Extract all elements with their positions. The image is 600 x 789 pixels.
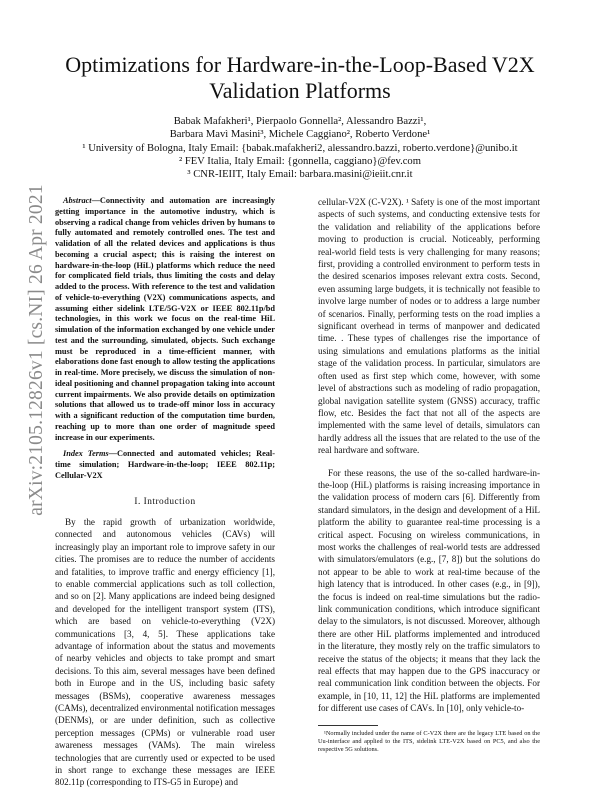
author-line-2: Barbara Mavì Masini³, Michele Caggiano², Roberto Verdone¹ (169, 129, 431, 141)
abstract-text: —Connectivity and automation are increasingly getting importance in the automotive industry, which is observing a radical change from vehicles driven by humans to fully automated and remotely controlled ones. The test and validation of all the related devices and applications is thus becoming a crucial aspect; this is raising the interest on hardware-in-the-loop (HiL) platforms which reduce the need for complicated field trials, thus limiting the costs and delay added to the process. With reference to the test and validation of vehicle-to-everything (V2X) communications aspects, and assuming either sidelink LTE/5G-V2X or IEEE 802.11p/bd technologies, in this work we focus on the real-time HiL simulation of the information exchanged by one vehicle under test and the surrounding, simulated, objects. Such exchange must be reproduced in a time-efficient manner, with elaborations done fast enough to allow testing the applications in real-time. More precisely, we discuss the simulation of non-ideal positioning and channel propagation taking into account current impairments. We also provide details on optimization solutions that allowed us to trade-off minor loss in accuracy with a significant reduction of the computation time burden, reaching up to more than one order of magnitude speed increase in our experiments. (55, 196, 275, 442)
intro-paragraph-1: By the rapid growth of urbanization worldwide, connected and autonomous vehicles (CAVs) will increasingly play an important role to improve safety in our cities. The promises are to reduce the number of accidents and fatalities, to improve traffic and energy efficiency [1], to enable commercial applications such as toll collection, and so on [2]. Many applications are indeed being designed and developed for the intelligent transport system (ITS), which are based on vehicle-to-everything (V2X) communications [3, 4, 5]. These applications take advantage of information about the status and movements of nearby vehicles and objects to take prompt and smart decisions. To this aim, several messages have been defined both in Europe and in the US, including basic safety messages (BSMs), cooperative awareness messages (CAMs), decentralized environmental notification messages (DENMs), or are under definition, such as collective perception messages (CPMs) or vulnerable road user awareness messages (VAMs). The main wireless technologies that are currently used or expected to be used in short range to exchange these messages are IEEE 802.11p (corresponding to ITS-G5 in Europe) and (55, 516, 275, 788)
right-column (318, 196, 540, 754)
index-terms-text: —Connected and automated vehicles; Real-time simulation; Hardware-in-the-loop; IEEE 802.11p; Cellular-V2X (55, 449, 275, 480)
author-line-1: Babak Mafakheri¹, Pierpaolo Gonnella², Alessandro Bazzi¹, (173, 116, 427, 127)
abstract (55, 196, 275, 443)
footnote-divider (318, 725, 378, 726)
section-heading-introduction: I. Introduction (134, 496, 196, 507)
author-block (60, 115, 540, 181)
arxiv-stamp-text: arXiv:2105.12826v1 [cs.NI] 26 Apr 2021 (26, 184, 47, 516)
affiliation-1: ¹ University of Bologna, Italy Email: {babak.mafakheri2, alessandro.bazzi, roberto.verdone}@unibo.it (82, 142, 518, 154)
affiliation-2: ² FEV Italia, Italy Email: {gonnella, caggiano}@fev.com (179, 155, 421, 167)
arxiv-stamp (22, 150, 52, 550)
intro-paragraph-2: cellular-V2X (C-V2X). ¹ Safety is one of the most important aspects of such systems, and conducting extensive tests for the validation and reliability of the applications before moving to production is crucial. Noticeably, performing real-world field tests is very challenging for many reasons; first, providing a controlled environment to perform tests in the desired scenarios imposes relevant extra costs. Second, even assuming large budgets, it is technically not feasible to involve large number of nodes or to address a large number of scenarios. Finally, performing tests on the road implies a significant overhead in terms of manpower and dedicated time. . These types of challenges rise the importance of using simulations and emulations platforms as the initial stage of the validation process. In particular, simulators are often used as first step which come, however, with some level of abstractions such as modeling of radio propagation, global navigation satellite system (GNSS) accuracy, traffic flow, etc. Besides the fact that not all of the aspects are implemented with the same level of details, simulators can hardly address all the issues that are related to the use of the real hardware and software. (318, 197, 540, 456)
index-terms-label: Index Terms (63, 449, 109, 459)
intro-paragraph-3: For these reasons, the use of the so-called hardware-in-the-loop (HiL) platforms is raising increasing importance in the validation process of modern cars [6]. Differently from standard simulators, in the design and development of a HiL platform the ability to guarantee real-time processing is a critical aspect. Focusing on wireless communications, in most works the challenges of real-world tests are addressed with simulators/emulators (e.g., [7, 8]) but the solutions do not appear to be able to work at real-time because of the high latency that is introduced. In other cases (e.g., in [9]), the focus is indeed on real-time simulations but the radio-link communication conditions, which introduce significant delay to the simulators, is not discussed. Moreover, although there are other HiL platforms implemented and introduced in the literature, they mostly rely on the traffic simulators to receive the status of the objects; it means that they lack the real effects that may happen due to the GPS inaccuracy or real communication link condition between the objects. For example, in [10, 11, 12] the HiL platforms are implemented for different use cases of CAVs. In [10], only vehicle-to- (318, 467, 540, 714)
left-column (55, 196, 275, 789)
abstract-label: Abstract (63, 196, 92, 205)
footnote-1: ¹Normally included under the name of C-V2X there are the legacy LTE based on the Uu-interface and applied to the ITS, sidelink LTE-V2X based on PC5, and also the respective 5G solutions. (318, 729, 540, 753)
index-terms (55, 449, 275, 481)
affiliation-3: ³ CNR-IEIIT, Italy Email: barbara.masini@ieiit.cnr.it (187, 169, 413, 181)
paper-title: Optimizations for Hardware-in-the-Loop-Based V2X Validation Platforms (65, 52, 535, 103)
